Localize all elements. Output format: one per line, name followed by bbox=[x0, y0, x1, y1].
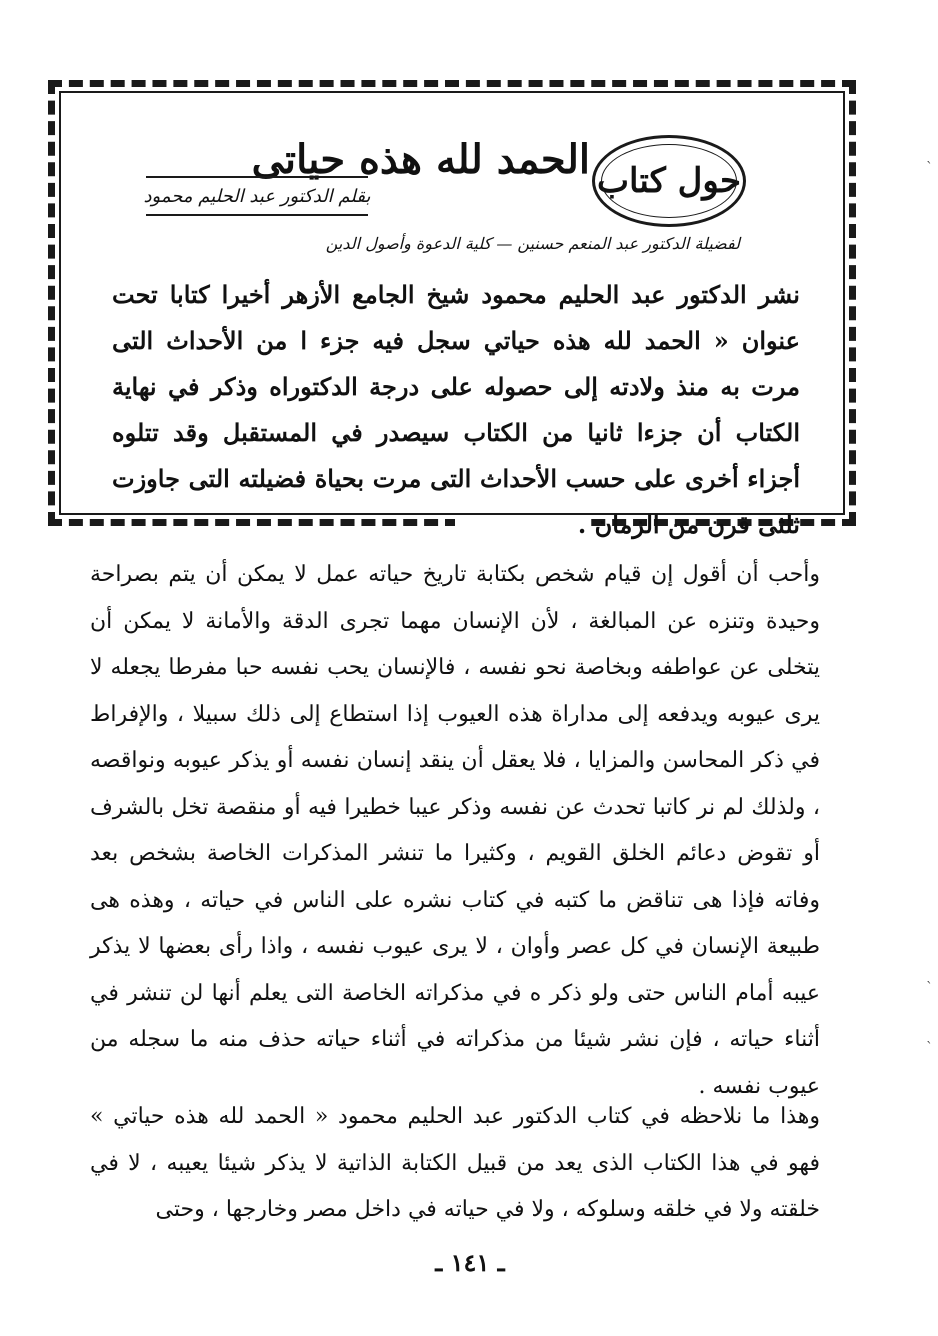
book-title: الحمد لله هذه حياتى bbox=[251, 136, 590, 183]
page-number: ـ ١٤١ ـ bbox=[435, 1248, 505, 1277]
body-paragraph-1: وأحب أن أقول إن قيام شخص بكتابة تاريخ حياته عمل لا يمكن أن يتم بصراحة وحيدة وتنزه عن المبالغة ، لأن الإنسان مهما تجرى الدقة والأمانة لا يمكن أن يتخلى عن عواطفه وبخاصة نحو نفسه ، فالإنسان يحب نفسه حبا مفرطا يجعله لا يرى عيوبه ويدفعه إلى مداراة هذه العيوب إذا استطاع إلى ذلك سبيلا ، والإفراط في ذكر المحاسن والمزايا ، فلا يعقل أن ينقد إنسان نفسه أو يذكر عيوبه ونواقصه ، ولذلك لم نر كاتبا تحدث عن نفسه وذكر عيبا خطيرا فيه أو منقصة تخل بالشرف أو تقوض دعائم الخلق القويم ، وكثيرا ما تنشر المذكرات الخاصة بشخص بعد وفاته فإذا هى تناقض ما كتبه في كتاب نشره على الناس في حياته ، وهذه هى طبيعة الإنسان في كل عصر وأوان ، لا يرى عيوب نفسه ، واذا رأى بعضها لا يذكر عيبه أمام الناس حتى ولو ذكر ه في مذكراته الخاصة التى يعلم أنها لن تنشر في أثناء حياته ، فإن نشر شيئا من مذكراته في أثناء حياته حذف منه ما سجله من عيوب نفسه . bbox=[90, 562, 820, 1099]
byline: بقلم الدكتور عبد الحليم محمود bbox=[146, 176, 368, 216]
margin-mark: ˋ bbox=[926, 1040, 933, 1056]
intro-paragraph: نشر الدكتور عبد الحليم محمود شيخ الجامع الأزهر أخيرا كتابا تحت عنوان « الحمد لله هذه حياتي سجل فيه جزء ا من الأحداث التى مرت به منذ ولادته إلى حصوله على درجة الدكتوراه وذكر في نهاية الكتاب أن جزءا ثانيا من الكتاب سيصدر في المستقبل وقد تتلوه أجزاء أخرى على حسب الأحداث التى مرت بحياة فضيلته التى جاوزت ثلثى قرن من الزمان . bbox=[112, 280, 800, 539]
body-paragraph-2: وهذا ما نلاحظه في كتاب الدكتور عبد الحليم محمود « الحمد لله هذه حياتي » فهو في هذا الكتاب الذى يعد من قبيل الكتابة الذاتية لا يذكر شيئا يعيبه ، لا في خلقته ولا في خلقه وسلوكه ، ولا في حياته في داخل مصر وخارجها ، وحتى bbox=[90, 1104, 820, 1222]
author-credit: لفضيلة الدكتور عبد المنعم حسنين — كلية الدعوة وأصول الدين bbox=[325, 234, 740, 253]
about-book-oval bbox=[592, 135, 746, 227]
margin-mark: ˋ bbox=[926, 160, 933, 176]
about-book-label: حول كتاب bbox=[597, 161, 741, 201]
margin-mark: ˋ bbox=[926, 980, 933, 996]
